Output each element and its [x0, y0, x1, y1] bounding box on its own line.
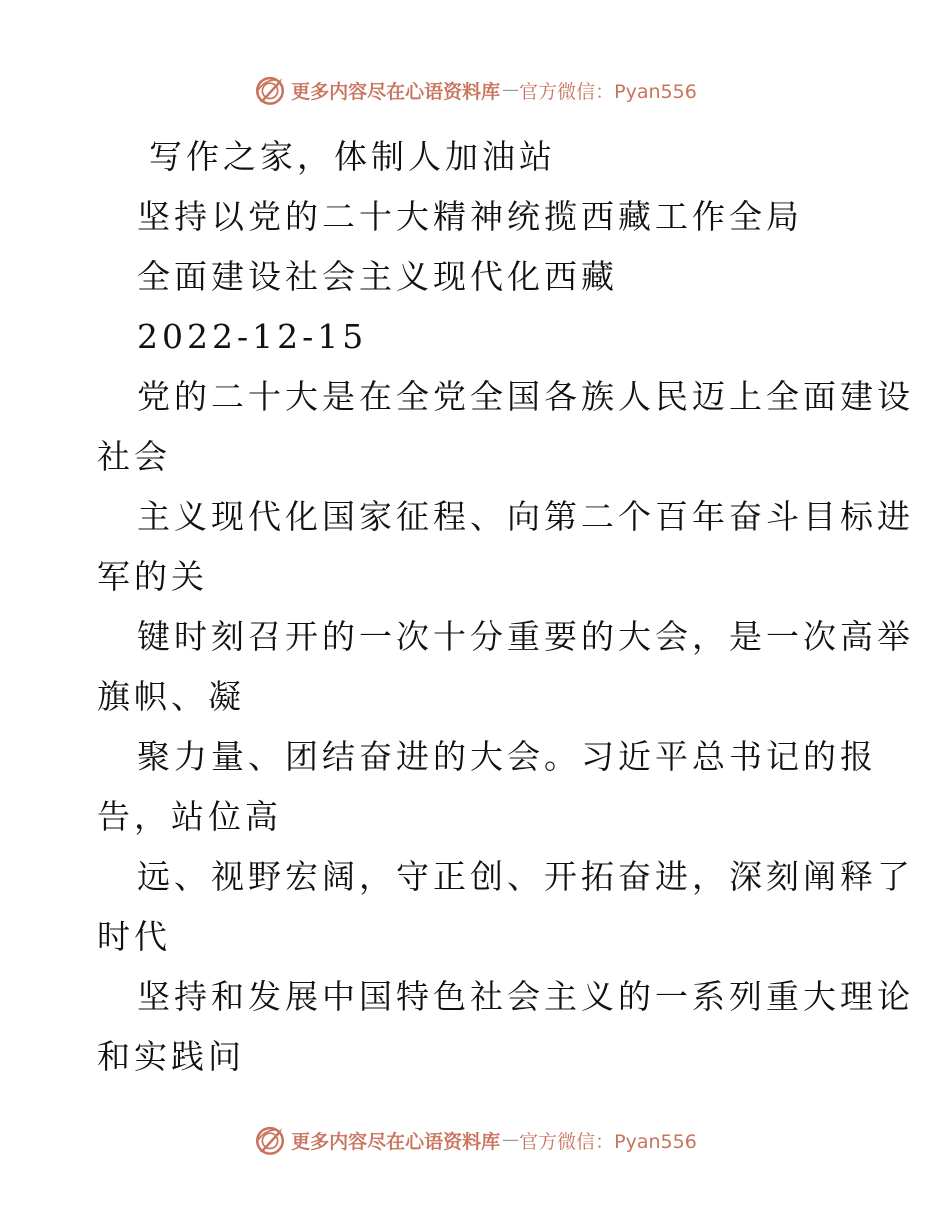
doc-line-14: 时代: [97, 917, 171, 956]
logo-icon: [253, 1123, 287, 1157]
doc-line-12: 告，站位高: [97, 797, 282, 836]
document-body: [97, 127, 914, 1087]
doc-line-6: 社会: [97, 437, 171, 476]
footer-separator: —: [502, 1130, 520, 1150]
doc-line-1: 写作之家，体制人加油站: [149, 137, 556, 176]
doc-line-13: 远、视野宏阔，守正创、开拓奋进，深刻阐释了: [137, 857, 914, 896]
doc-line-15: 坚持和发展中国特色社会主义的一系列重大理论: [137, 977, 914, 1016]
doc-line-5: 党的二十大是在全党全国各族人民迈上全面建设: [137, 377, 914, 416]
footer-contact: 官方微信：Pyan556: [519, 1130, 697, 1153]
doc-line-7: 主义现代化国家征程、向第二个百年奋斗目标进: [137, 497, 914, 536]
header-separator: —: [502, 80, 520, 100]
doc-line-11: 聚力量、团结奋进的大会。习近平总书记的报: [137, 737, 877, 776]
doc-line-16: 和实践问: [97, 1037, 245, 1076]
doc-line-2: 坚持以党的二十大精神统揽西藏工作全局: [137, 197, 803, 236]
header-contact: 官方微信：Pyan556: [519, 80, 697, 103]
doc-line-9: 键时刻召开的一次十分重要的大会，是一次高举: [137, 617, 914, 656]
footer-title: 更多内容尽在心语资料库: [291, 1130, 501, 1153]
header-title: 更多内容尽在心语资料库: [291, 80, 501, 103]
doc-line-3: 全面建设社会主义现代化西藏: [137, 257, 618, 296]
logo-icon: [253, 73, 287, 107]
doc-line-10: 旗帜、凝: [97, 677, 245, 716]
footer-banner: [0, 1120, 950, 1160]
header-banner: [0, 70, 950, 110]
doc-line-4: 2022-12-15: [137, 317, 368, 356]
doc-line-8: 军的关: [97, 557, 208, 596]
